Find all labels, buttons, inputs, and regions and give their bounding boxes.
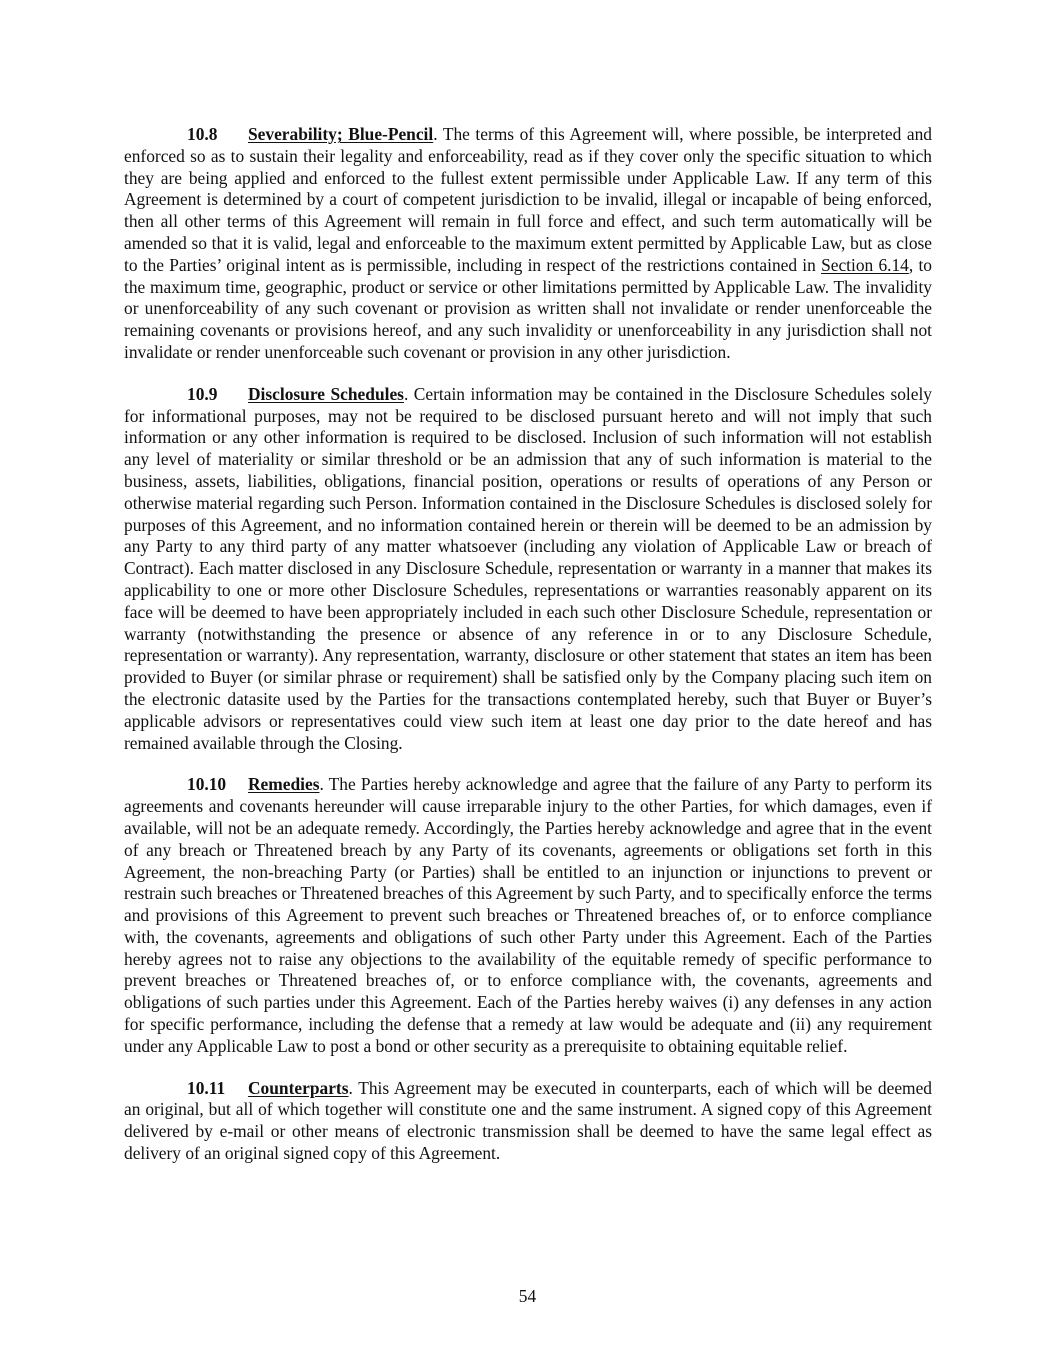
section-heading: Counterparts <box>248 1077 349 1098</box>
section-body: , to the maximum time, geographic, product or service or other limitations permitted by Applicable Law. The invalidity or unenforceability of any such covenant or provision as written shall not invalidate or render unenforceable the remaining covenants or provisions hereof, and any such invalidity or unenforceability in any jurisdiction shall not invalidate or render unenforceable such covenant or provision in any other jurisdiction. <box>124 254 932 362</box>
section-heading: Disclosure Schedules <box>248 383 404 404</box>
page-number: 54 <box>518 1286 537 1306</box>
document-page <box>124 124 932 1185</box>
section-heading: Remedies <box>248 774 320 795</box>
section-10-8 <box>124 124 932 364</box>
section-10-9 <box>124 384 932 755</box>
section-body: . This Agreement may be executed in counterparts, each of which will be deemed an original, but all of which together will constitute one and the same instrument. A signed copy of this Agreement delivered by e-mail or other means of electronic transmission shall be deemed to have the same legal effect as delivery of an original signed copy of this Agreement. <box>124 1077 932 1164</box>
section-10-10 <box>124 774 932 1057</box>
section-number: 10.8 <box>187 124 218 144</box>
section-number: 10.10 <box>187 774 227 795</box>
section-cross-reference: Section 6.14 <box>821 254 909 275</box>
section-body: . The Parties hereby acknowledge and agree that the failure of any Party to perform its agreements and covenants hereunder will cause irreparable injury to the other Parties, for which damages, even if available, will not be an adequate remedy. Accordingly, the Parties hereby acknowledge and agree that in the event of any breach or Threatened breach by any Party of its covenants, agreements or obligations set forth in this Agreement, the non-breaching Party (or Parties) shall be entitled to an injunction or injunctions to prevent or restrain such breaches or Threatened breaches of this Agreement by such Party, and to specifically enforce the terms and provisions of this Agreement to prevent such breaches or Threatened breaches of, or to enforce compliance with, the covenants, agreements and obligations of such other Party under this Agreement. Each of the Parties hereby agrees not to raise any objections to the availability of the equitable remedy of specific performance to prevent breaches or Threatened breaches of, or to enforce compliance with, the covenants, agreements and obligations of such parties under this Agreement. Each of the Parties hereby waives (i) any defenses in any action for specific performance, including the defense that a remedy at law would be adequate and (ii) any requirement under any Applicable Law to post a bond or other security as a prerequisite to obtaining equitable relief. <box>124 774 932 1056</box>
section-body: . Certain information may be contained in the Disclosure Schedules solely for informational purposes, may not be required to be disclosed pursuant hereto and will not imply that such information or any other information is required to be disclosed. Inclusion of such information will not establish any level of materiality or similar threshold or be an admission that any of such information is material to the business, assets, liabilities, obligations, financial position, operations or results of operations of any Person or otherwise material regarding such Person. Information contained in the Disclosure Schedules is disclosed solely for purposes of this Agreement, and no information contained herein or therein will be deemed to be an admission by any Party to any third party of any matter whatsoever (including any violation of Applicable Law or breach of Contract). Each matter disclosed in any Disclosure Schedule, representation or warranty in a manner that makes its applicability to one or more other Disclosure Schedules, representations or warranties reasonably apparent on its face will be deemed to have been appropriately included in each such other Disclosure Schedule, representation or warranty (notwithstanding the presence or absence of any reference in or to any Disclosure Schedule, representation or warranty). Any representation, warranty, disclosure or other statement that states an item has been provided to Buyer (or similar phrase or requirement) shall be satisfied only by the Company placing such item on the electronic datasite used by the Parties for the transactions contemplated hereby, such that Buyer or Buyer’s applicable advisors or representatives could view such item at least one day prior to the date hereof and has remained available through the Closing. <box>124 383 932 753</box>
section-number: 10.9 <box>187 383 218 404</box>
section-body: . The terms of this Agreement will, where possible, be interpreted and enforced so as to sustain their legality and enforceability, read as if they cover only the specific situation to which they are being applied and enforced to the fullest extent permissible under Applicable Law. If any term of this Agreement is determined by a court of competent jurisdiction to be invalid, illegal or incapable of being enforced, then all other terms of this Agreement will remain in full force and effect, and such term automatically will be amended so that it is valid, legal and enforceable to the maximum extent permitted by Applicable Law, but as close to the Parties’ original intent as is permissible, including in respect of the restrictions contained in <box>124 124 932 275</box>
section-heading: Severability; Blue-Pencil <box>248 124 434 144</box>
section-10-11 <box>124 1078 932 1165</box>
section-number: 10.11 <box>187 1077 226 1098</box>
